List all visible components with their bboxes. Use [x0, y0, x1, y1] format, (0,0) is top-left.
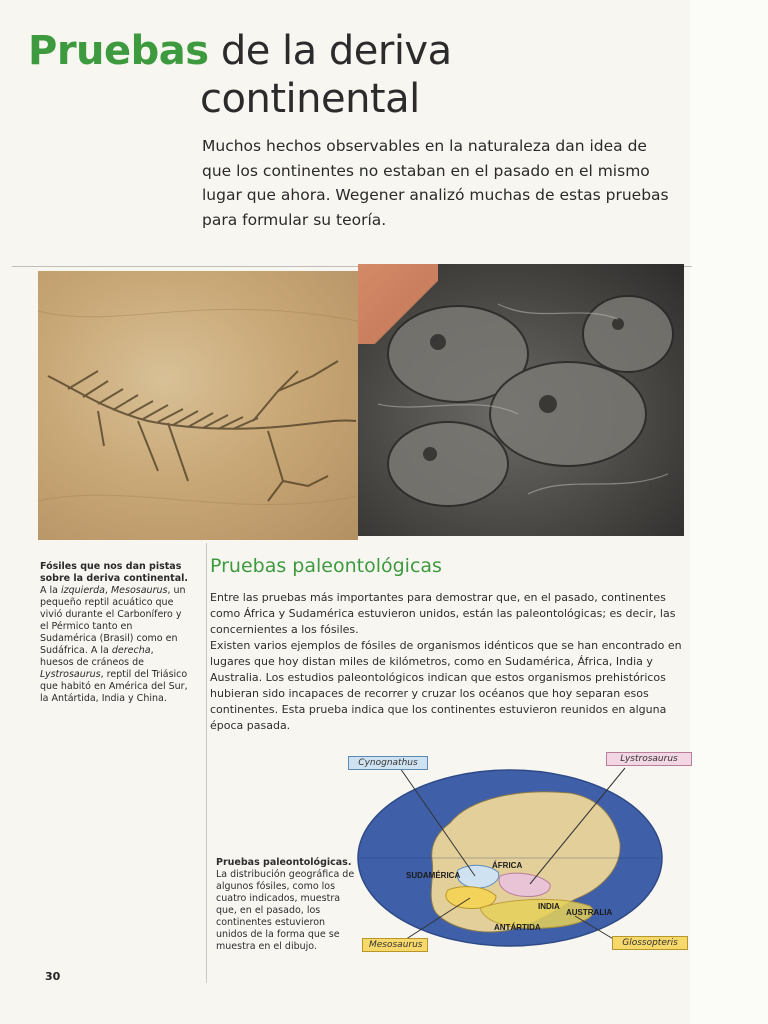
caption-italic: izquierda: [61, 585, 105, 596]
caption-italic: Mesosaurus: [110, 585, 168, 596]
body-paragraph: Entre las pruebas más importantes para demostrar que, en el pasado, continentes como África y Sudamérica estuvieron unidos, están las paleontológicas; es decir, las concernientes a los fósiles.: [210, 591, 676, 636]
photo-caption: [40, 561, 190, 705]
region-label-africa: ÁFRICA: [492, 861, 523, 870]
region-label-antartida: ANTÁRTIDA: [494, 923, 541, 932]
pangea-map: [340, 748, 690, 958]
page-number: 30: [45, 970, 61, 983]
region-label-australia: AUSTRALIA: [566, 908, 613, 917]
column-divider: [206, 543, 207, 983]
map-caption-text: La distribución geográfica de algunos fósiles, como los cuatro indicados, muestra que, en el pasado, los continentes estuvieron unidos de la forma que se muestra en el dibujo.: [216, 869, 355, 952]
map-caption-bold: Pruebas paleontológicas.: [216, 857, 352, 868]
caption-italic: derecha: [111, 645, 151, 656]
label-glossopteris: Glossopteris: [612, 936, 688, 950]
caption-text: , reptil del Triásico que habitó en América del Sur, la Antártida, India y China.: [40, 669, 188, 704]
fossil-mesosaurus-photo: [38, 271, 358, 540]
title-highlight: Pruebas: [28, 28, 209, 74]
section-heading: Pruebas paleontológicas: [210, 555, 442, 577]
intro-paragraph: Muchos hechos observables en la naturaleza dan idea de que los continentes no estaban en el pasado en el mismo lugar que ahora. Wegener analizó muchas de estas pruebas para formular su teoría.: [202, 137, 669, 229]
label-lystrosaurus: Lystrosaurus: [606, 752, 692, 766]
body-paragraph: Existen varios ejemplos de fósiles de organismos idénticos que se han encontrado en lugares que hoy distan miles de kilómetros, como en Sudamérica, África, India y Australia. Los estudios paleontológicos indican que estos organismos prehistóricos hubieran sido incapaces de recorrer y cruzar los océanos que hoy separan esos continentes. Esta prueba indica que los continentes estuvieron reunidos en alguna época pasada.: [210, 639, 682, 732]
fossil-lystrosaurus-skulls-photo: [358, 264, 684, 536]
page-title: [28, 28, 452, 74]
title-rest: de la deriva: [220, 28, 452, 74]
caption-italic: Lystrosaurus: [40, 669, 101, 680]
caption-bold: Fósiles que nos dan pistas sobre la deriva continental.: [40, 561, 188, 584]
caption-text: ,: [104, 585, 111, 596]
title-line2: continental: [200, 76, 420, 122]
region-label-india: INDIA: [538, 902, 560, 911]
page-edge: [690, 0, 768, 1024]
caption-text: , un pequeño reptil acuático que vivió durante el Carbonífero y el Pérmico tanto en Sudamérica (Brasil) como en Sudáfrica. A la: [40, 585, 186, 656]
caption-text: , huesos de cráneos de: [40, 645, 154, 668]
label-cynognathus: Cynognathus: [348, 756, 428, 770]
label-mesosaurus: Mesosaurus: [362, 938, 428, 952]
map-caption: [216, 857, 356, 953]
region-label-sudamerica: SUDAMÉRICA: [406, 871, 461, 880]
caption-text: A la: [40, 585, 61, 596]
